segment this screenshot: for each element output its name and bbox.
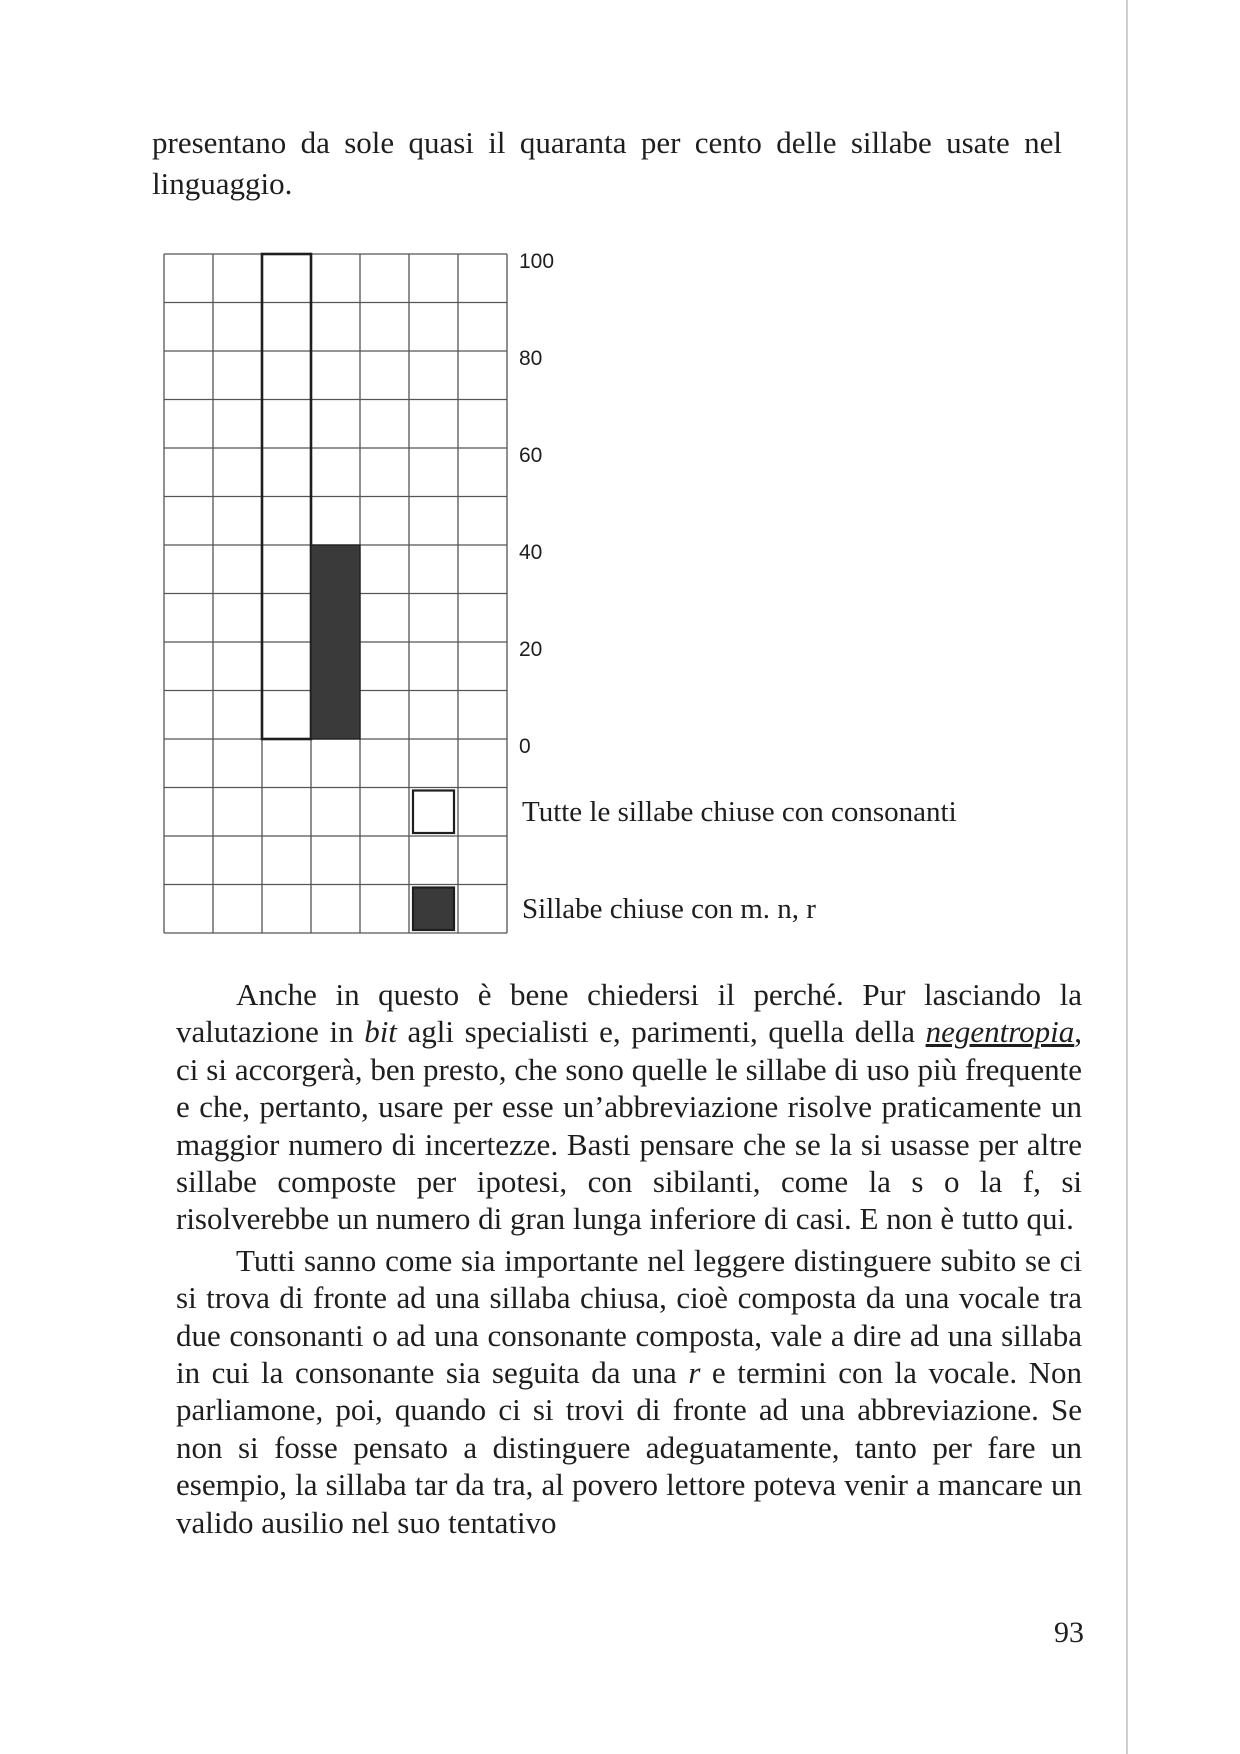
legend-label: Sillabe chiuse con m. n, r bbox=[522, 892, 816, 925]
paragraph-2-text-a: Tutti sanno come sia importante nel leggere distinguere subito se ci si trova di fronte ad una sillaba chiusa, cioè composta da una vocale tra due consonanti o ad una consonante composta, vale a dire ad una sillaba in cui la consonante sia seguita da una bbox=[176, 1242, 1082, 1391]
paragraph-1-text-e: , ci si accorgerà, ben presto, che sono quelle le sillabe di uso più frequente e che, pertanto, usare per esse un’abbreviazione risolve praticamente un maggior numero di incertezze. Basti pensare che se la si usasse per altre sillabe composte per ipotesi, con sibilanti, come la s o la f, si risolverebbe un numero di gran lunga inferiore di casi. E non è tutto qui. bbox=[176, 1014, 1082, 1237]
page-number: 93 bbox=[1054, 1616, 1084, 1649]
y-tick-label: 80 bbox=[519, 347, 543, 370]
legend-swatch bbox=[413, 888, 454, 931]
y-tick-label: 0 bbox=[519, 735, 531, 758]
syllable-chart bbox=[160, 248, 957, 928]
paragraph-1-text-a: Anche in questo è bene chiedersi il perché. Pur lasciando la valutazione in bbox=[176, 977, 1082, 1050]
term-negentropia: negentropia bbox=[925, 1014, 1075, 1050]
opening-paragraph: presentano da sole quasi il quaranta per cento delle sillabe usate nel linguaggio. bbox=[152, 125, 1062, 201]
paragraph-1 bbox=[176, 976, 1082, 1238]
chart-svg bbox=[160, 248, 957, 928]
paragraph-2-text-c: e termini con la vocale. Non parliamone, poi, quando ci si trovi di fronte ad una abbreviazione. Se non si fosse pensato a distinguere adeguatamente, tanto per fare un esempio, la sillaba tar da tra, al povero lettore poteva venir a mancare un valido ausilio nel suo tentativo bbox=[176, 1355, 1083, 1540]
y-tick-label: 20 bbox=[519, 638, 543, 661]
chart-bar bbox=[311, 545, 360, 739]
term-bit: bit bbox=[364, 1014, 397, 1050]
body-text bbox=[176, 976, 1082, 1541]
y-tick-label: 60 bbox=[519, 444, 543, 467]
legend-swatch bbox=[413, 791, 454, 834]
y-tick-label: 40 bbox=[519, 541, 543, 564]
term-r: r bbox=[688, 1355, 701, 1391]
page-edge bbox=[1126, 0, 1128, 1754]
paragraph-2 bbox=[176, 1242, 1082, 1541]
y-tick-label: 100 bbox=[519, 250, 555, 273]
paragraph-1-text-c: agli specialisti e, parimenti, quella della bbox=[396, 1014, 926, 1050]
legend-label: Tutte le sillabe chiuse con consonanti bbox=[522, 795, 957, 828]
